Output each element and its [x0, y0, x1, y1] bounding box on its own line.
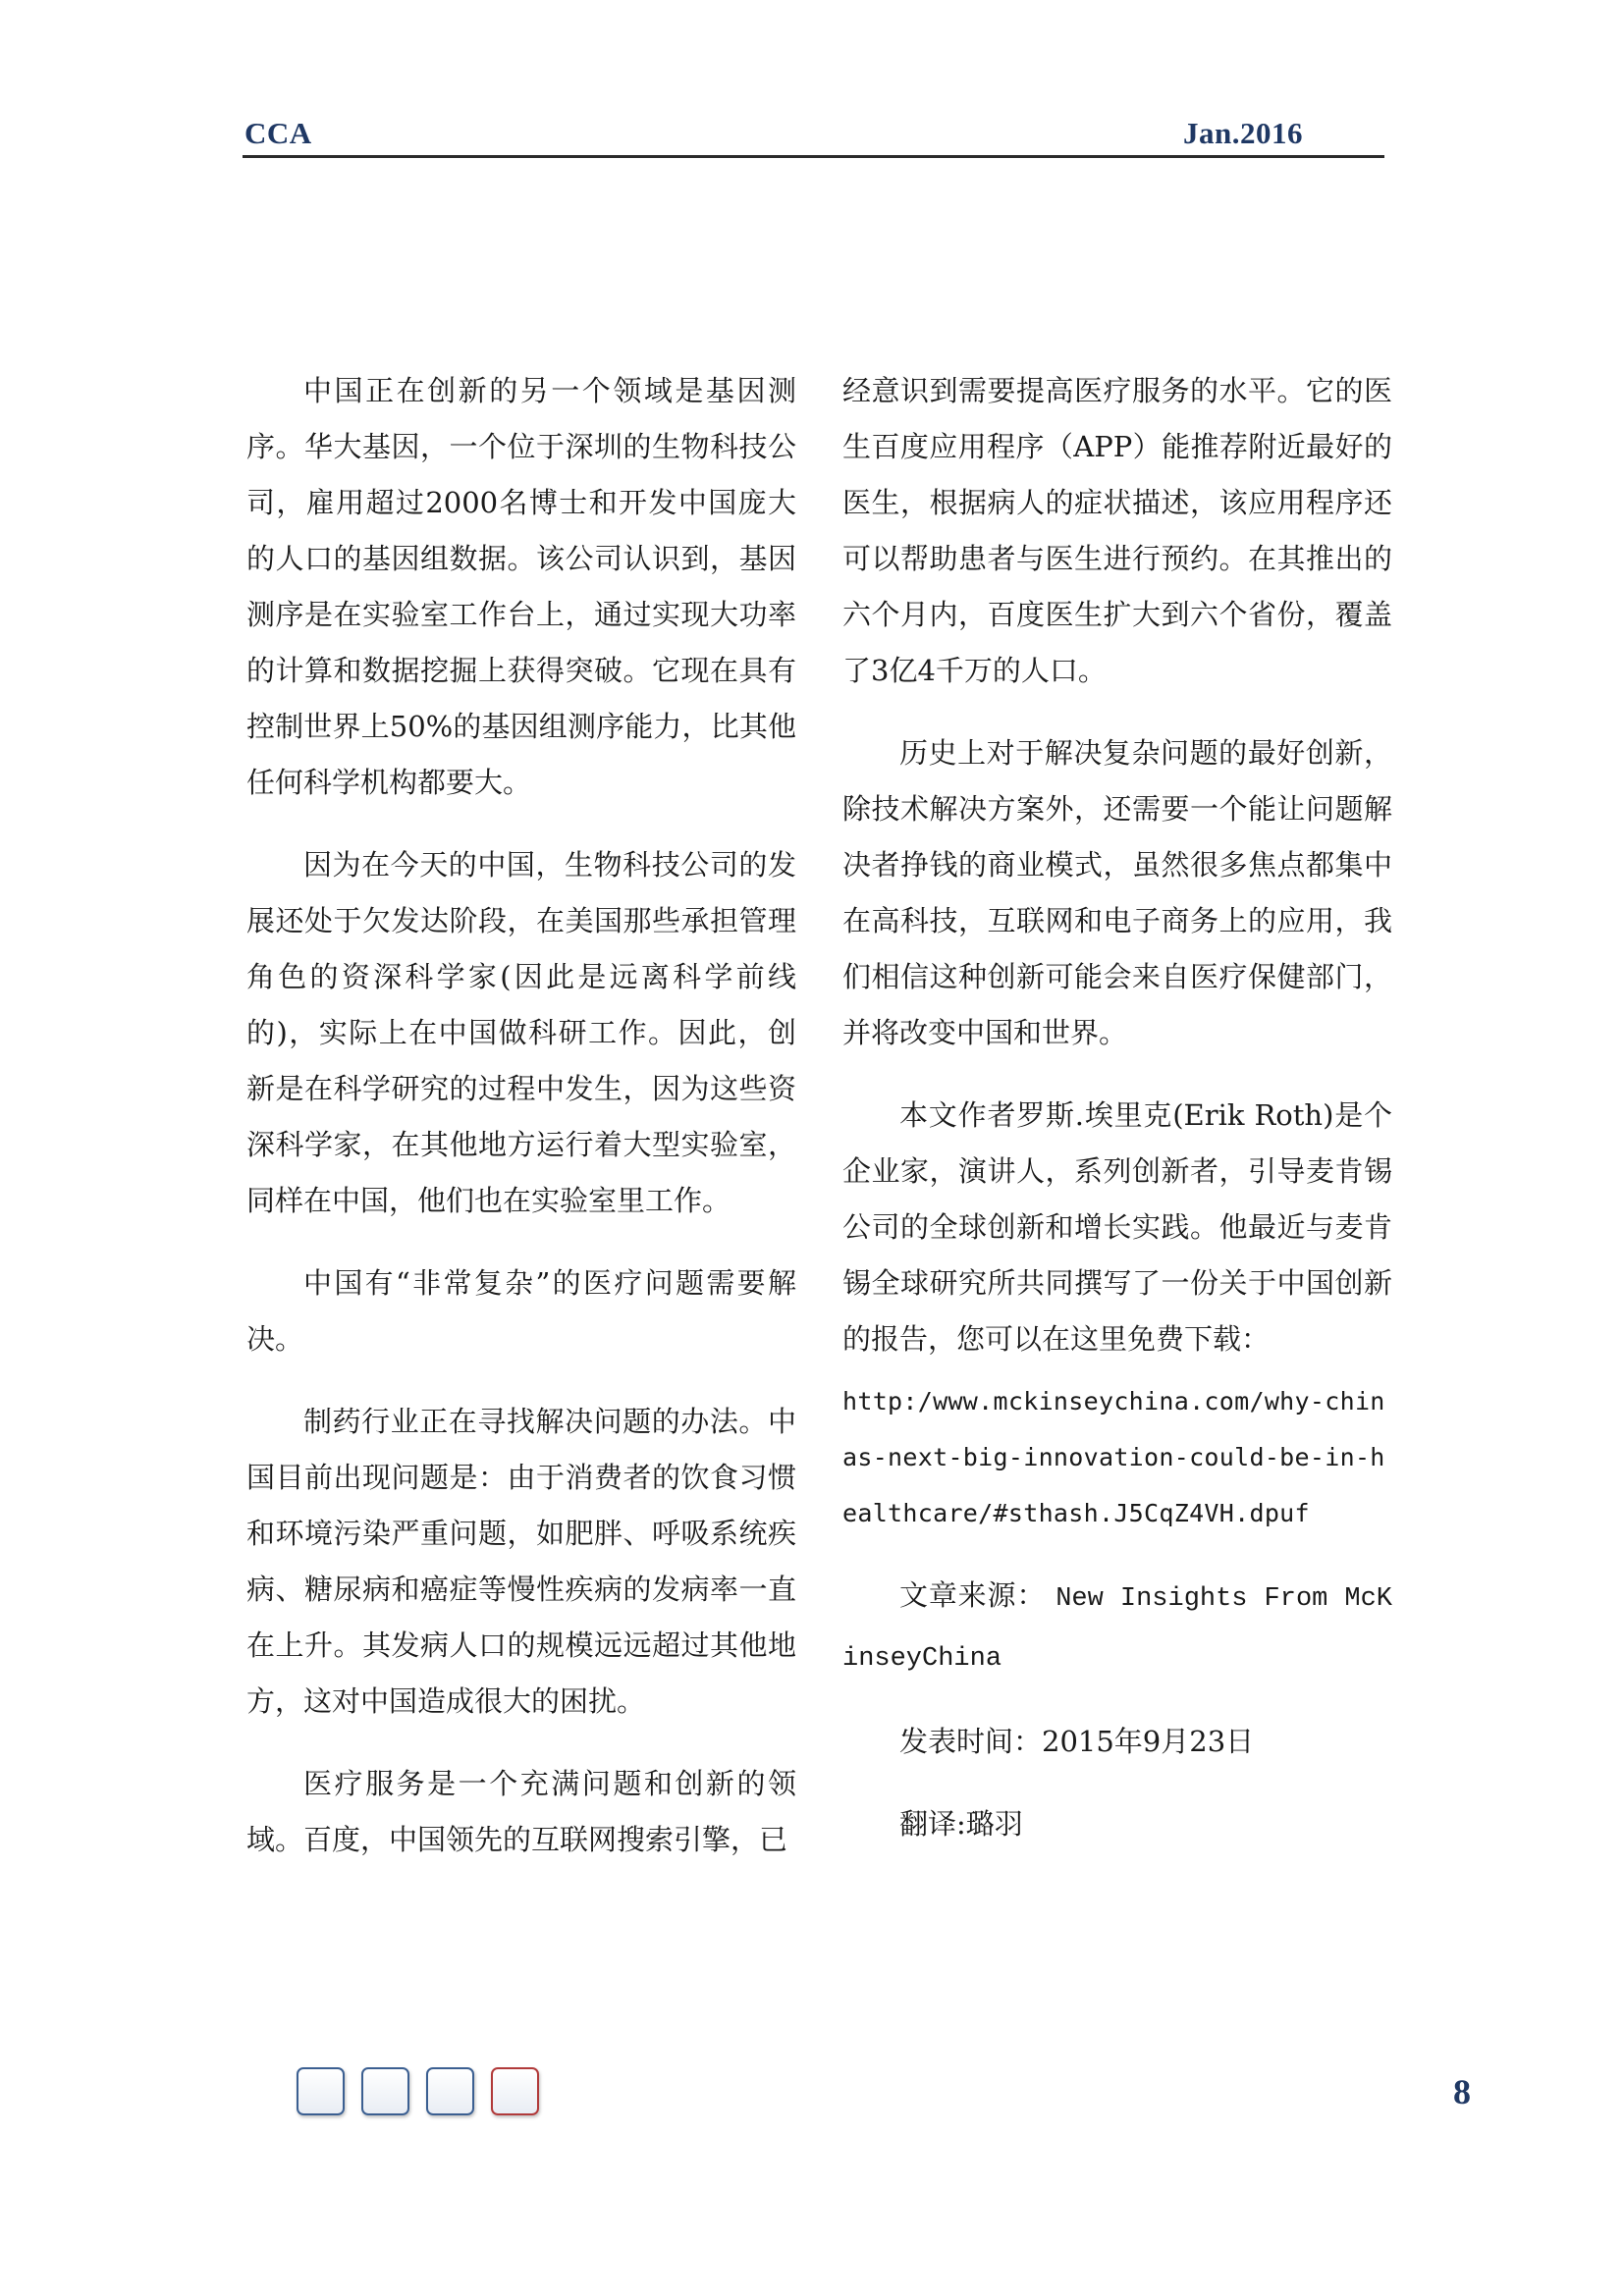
- footer-box-icon: [297, 2067, 345, 2115]
- right-column: [842, 363, 1392, 1879]
- paragraph-pharma: 制药行业正在寻找解决问题的办法。中国目前出现问题是：由于消费者的饮食习惯和环境污染严重问题，如肥胖、呼吸系统疾病、糖尿病和癌症等慢性疾病的发病率一直在上升。其发病人口的规模远远超过其他地方，这对中国造成很大的困扰。: [246, 1405, 796, 1718]
- journal-name: CCA: [244, 116, 312, 150]
- paragraph-genome: 中国正在创新的另一个领域是基因测序。华大基因，一个位于深圳的生物科技公司，雇用超过2000名博士和开发中国庞大的人口的基因组数据。该公司认识到，基因测序是在实验室工作台上，通过实现大功率的计算和数据挖掘上获得突破。它现在具有控制世界上50%的基因组测序能力，比其他任何科学机构都要大。: [246, 374, 796, 799]
- footer-box-icon: [491, 2067, 539, 2115]
- page-number: 8: [1453, 2072, 1471, 2111]
- publish-date: 发表时间：2015年9月23日: [899, 1725, 1255, 1758]
- footer-box-icon: [426, 2067, 474, 2115]
- paragraph-biotech: 因为在今天的中国，生物科技公司的发展还处于欠发达阶段，在美国那些承担管理角色的资深科学家(因此是远离科学前线的)，实际上在中国做科研工作。因此，创新是在科学研究的过程中发生，因为这些资深科学家，在其他地方运行着大型实验室，同样在中国，他们也在实验室里工作。: [246, 848, 796, 1217]
- paragraph-medical-problems: 中国有“非常复杂”的医疗问题需要解决。: [246, 1266, 796, 1356]
- source-value: New Insights From McKinseyChina: [842, 1584, 1392, 1674]
- footer-box-icon: [361, 2067, 409, 2115]
- paragraph-baidu-continued: 经意识到需要提高医疗服务的水平。它的医生百度应用程序（APP）能推荐附近最好的医生，根据病人的症状描述，该应用程序还可以帮助患者与医生进行预约。在其推出的六个月内，百度医生扩大到六个省份，覆盖了3亿4千万的人口。: [842, 374, 1392, 687]
- source-line: [842, 1568, 1392, 1687]
- source-label: 文章来源：: [899, 1578, 1047, 1612]
- paragraph-author: 本文作者罗斯.埃里克(Erik Roth)是个企业家，演讲人，系列创新者，引导麦肯锡公司的全球创新和增长实践。他最近与麦肯锡全球研究所共同撰写了一份关于中国创新的报告，您可以在这里免费下载：: [842, 1098, 1392, 1356]
- paragraph-healthcare-services: 医疗服务是一个充满问题和创新的领域。百度，中国领先的互联网搜索引擎，已: [246, 1767, 796, 1856]
- paragraph-innovation: 历史上对于解决复杂问题的最好创新，除技术解决方案外，还需要一个能让问题解决者挣钱的商业模式，虽然很多焦点都集中在高科技，互联网和电子商务上的应用，我们相信这种创新可能会来自医疗保健部门，并将改变中国和世界。: [842, 736, 1392, 1049]
- header-rule: [243, 155, 1384, 158]
- issue-date: Jan.2016: [1183, 116, 1303, 150]
- translator: 翻译:璐羽: [899, 1807, 1023, 1841]
- left-column: [246, 363, 796, 1895]
- download-link[interactable]: http:/www.mckinseychina.com/why-chinas-next-big-innovation-could-be-in-healthcare/#sthash.J5CqZ4VH.dpuf: [842, 1387, 1385, 1527]
